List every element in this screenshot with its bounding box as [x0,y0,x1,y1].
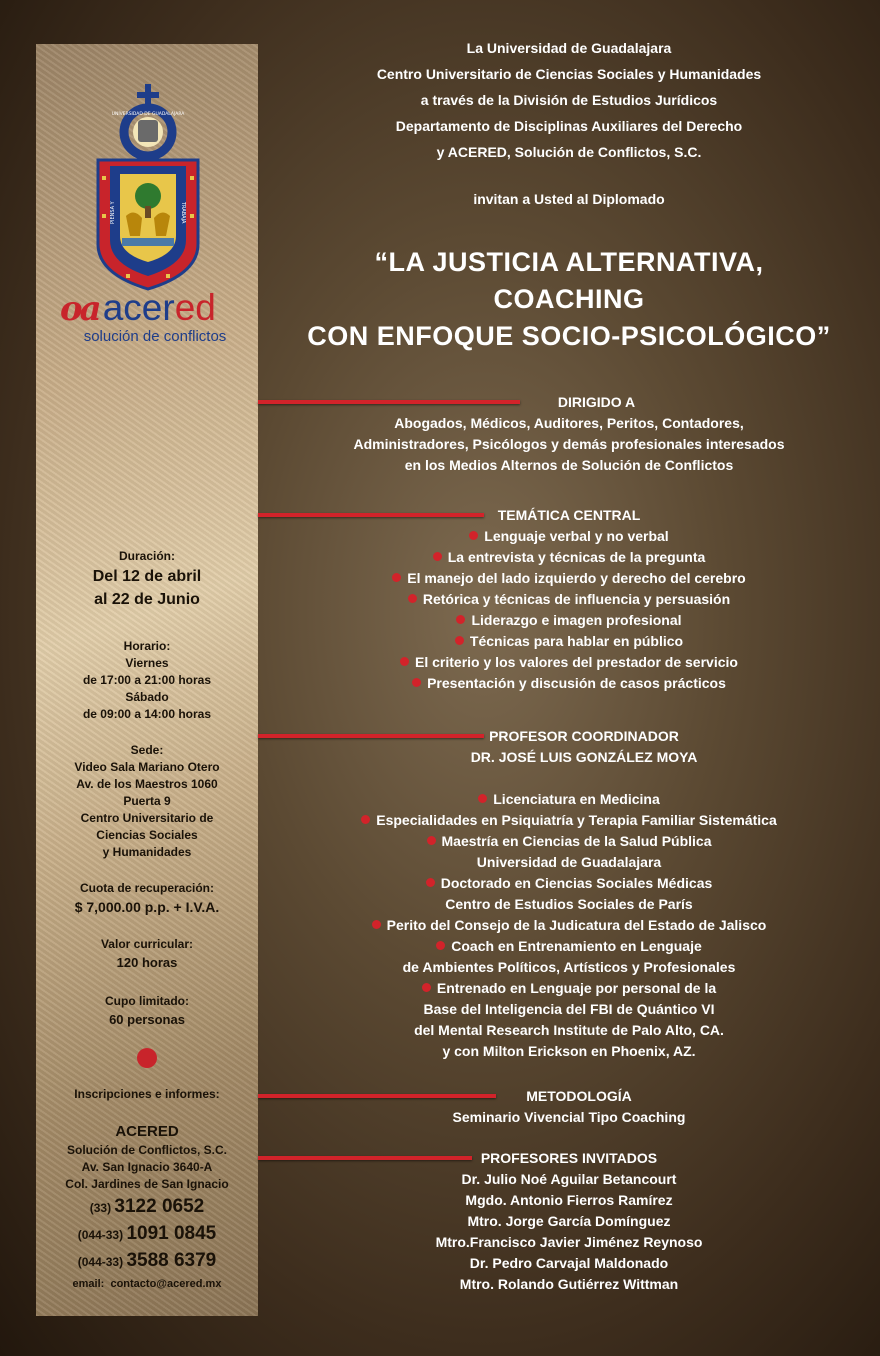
phone-3[interactable]: (044-33) 3588 6379 [77,1250,217,1271]
schedule-block [36,638,258,723]
schedule-line: Viernes [125,656,169,670]
acered-logo-mark: oa [60,289,99,329]
crest-left-text: PIENSA Y [110,201,116,224]
capacity-label: Cupo limitado: [105,994,189,1008]
title-line-2: COACHING [493,284,645,314]
university-crest [86,84,210,294]
profesor-name: DR. JOSÉ LUIS GONZÁLEZ MOYA [470,749,698,765]
profesor-line: Maestría en Ciencias de la Salud Pública [258,831,880,852]
venue-block [36,742,258,861]
header-line: a través de la División de Estudios Jurídicos [420,92,718,108]
email-line [36,1275,258,1293]
fee-block [36,880,258,917]
acered-logo-subtitle: solución de conflictos [83,328,227,345]
duration-start: Del 12 de abril [92,568,202,585]
profesor-line: Universidad de Guadalajara [476,854,662,870]
diploma-title [258,244,880,355]
profesor-line: Coach en Entrenamiento en Lenguaje [258,936,880,957]
invitado-name: Mtro.Francisco Javier Jiménez Reynoso [435,1234,703,1250]
dirigido-line: Administradores, Psicólogos y demás profesionales interesados [353,436,785,452]
header-line: Departamento de Disciplinas Auxiliares del Derecho [395,118,743,134]
org-line: Av. San Ignacio 3640-A [81,1160,213,1174]
info-label: Inscripciones e informes: [74,1087,220,1101]
header-block [258,35,880,165]
header-line: Centro Universitario de Ciencias Sociales y Humanidades [376,66,762,82]
invite-line: invitan a Usted al Diplomado [473,191,665,207]
profesor-line: Base del Inteligencia del FBI de Quántico VI [423,1001,715,1017]
section-profesor [258,726,880,1062]
metodologia-text: Seminario Vivencial Tipo Coaching [452,1109,686,1125]
invitado-name: Dr. Julio Noé Aguilar Betancourt [461,1171,677,1187]
header-line: y ACERED, Solución de Conflictos, S.C. [436,144,702,160]
acered-logo-word: acered [102,287,216,328]
profesor-line: y con Milton Erickson en Phoenix, AZ. [442,1043,696,1059]
tematica-item: Liderazgo e imagen profesional [258,610,880,631]
dirigido-title: DIRIGIDO A [557,394,636,410]
dirigido-line: Abogados, Médicos, Auditores, Peritos, Contadores, [394,415,744,431]
phone-1[interactable]: (33) 3122 0652 [89,1196,205,1217]
curricular-value-block [36,936,258,973]
capacity-value: 60 personas [109,1012,185,1027]
schedule-line: Sábado [125,690,169,704]
tematica-item: El criterio y los valores del prestador de servicio [258,652,880,673]
venue-line: y Humanidades [102,845,192,859]
schedule-line: de 17:00 a 21:00 horas [82,673,212,687]
profesor-line: Especialidades en Psiquiatría y Terapia Familiar Sistemática [258,810,880,831]
profesor-line: Licenciatura en Medicina [258,789,880,810]
tematica-title: TEMÁTICA CENTRAL [497,507,641,523]
profesor-line: del Mental Research Institute de Palo Alto, CA. [414,1022,724,1038]
profesor-title: PROFESOR COORDINADOR [489,728,679,744]
profesor-line: Doctorado en Ciencias Sociales Médicas [258,873,880,894]
tematica-item: Presentación y discusión de casos prácticos [258,673,880,694]
title-line-1: “LA JUSTICIA ALTERNATIVA, [374,247,764,277]
venue-line: Centro Universitario de [80,811,214,825]
crest-ring-text: UNIVERSIDAD DE GUADALAJARA [111,112,185,117]
profesor-line: de Ambientes Políticos, Artísticos y Profesionales [402,959,736,975]
section-tematica [258,505,880,694]
invitado-name: Mtro. Rolando Gutiérrez Wittman [459,1276,679,1292]
fee-value: $ 7,000.00 p.p. + I.V.A. [74,899,220,915]
invitado-name: Mgdo. Antonio Fierros Ramírez [465,1192,673,1208]
email-label: email: [72,1278,105,1290]
sidebar [36,44,258,1316]
org-name: ACERED [115,1123,179,1140]
org-line: Col. Jardines de San Ignacio [65,1177,229,1191]
tematica-item: Lenguaje verbal y no verbal [258,526,880,547]
curricular-value-label: Valor curricular: [100,937,194,951]
org-line: Solución de Conflictos, S.C. [66,1143,227,1157]
title-line-3: CON ENFOQUE SOCIO-PSICOLÓGICO” [307,321,831,351]
curricular-value: 120 horas [116,955,178,970]
venue-line: Av. de los Maestros 1060 [76,777,218,791]
profesor-line: Entrenado en Lenguaje por personal de la [258,978,880,999]
schedule-line: de 09:00 a 14:00 horas [82,707,212,721]
profesor-line: Perito del Consejo de la Judicatura del Estado de Jalisco [258,915,880,936]
venue-label: Sede: [130,743,164,757]
section-metodologia [258,1086,880,1128]
metodologia-title: METODOLOGÍA [526,1088,632,1104]
venue-line: Puerta 9 [123,794,171,808]
red-dot-decoration [137,1048,157,1068]
tematica-item: El manejo del lado izquierdo y derecho del cerebro [258,568,880,589]
fee-label: Cuota de recuperación: [79,881,215,895]
venue-line: Ciencias Sociales [96,828,198,842]
invitados-title: PROFESORES INVITADOS [480,1150,658,1166]
capacity-block [36,993,258,1030]
tematica-item: Retórica y técnicas de influencia y persuasión [258,589,880,610]
email-link[interactable]: contacto@acered.mx [110,1278,222,1290]
duration-label: Duración: [118,549,175,563]
crest-right-text: TRABAJA [180,202,186,224]
section-invitados [258,1148,880,1295]
contact-block [36,1122,258,1293]
invitado-name: Dr. Pedro Carvajal Maldonado [469,1255,669,1271]
phone-2[interactable]: (044-33) 1091 0845 [77,1223,217,1244]
profesor-line: Centro de Estudios Sociales de París [445,896,693,912]
section-dirigido [258,392,880,476]
duration-end: al 22 de Junio [94,591,200,608]
header-line: La Universidad de Guadalajara [466,40,672,56]
duration-block [36,548,258,611]
schedule-label: Horario: [123,639,171,653]
invitado-name: Mtro. Jorge García Domínguez [467,1213,671,1229]
venue-line: Video Sala Mariano Otero [74,760,220,774]
dirigido-line: en los Medios Alternos de Solución de Conflictos [404,457,734,473]
tematica-item: Técnicas para hablar en público [258,631,880,652]
tematica-item: La entrevista y técnicas de la pregunta [258,547,880,568]
acered-logo [60,289,250,345]
